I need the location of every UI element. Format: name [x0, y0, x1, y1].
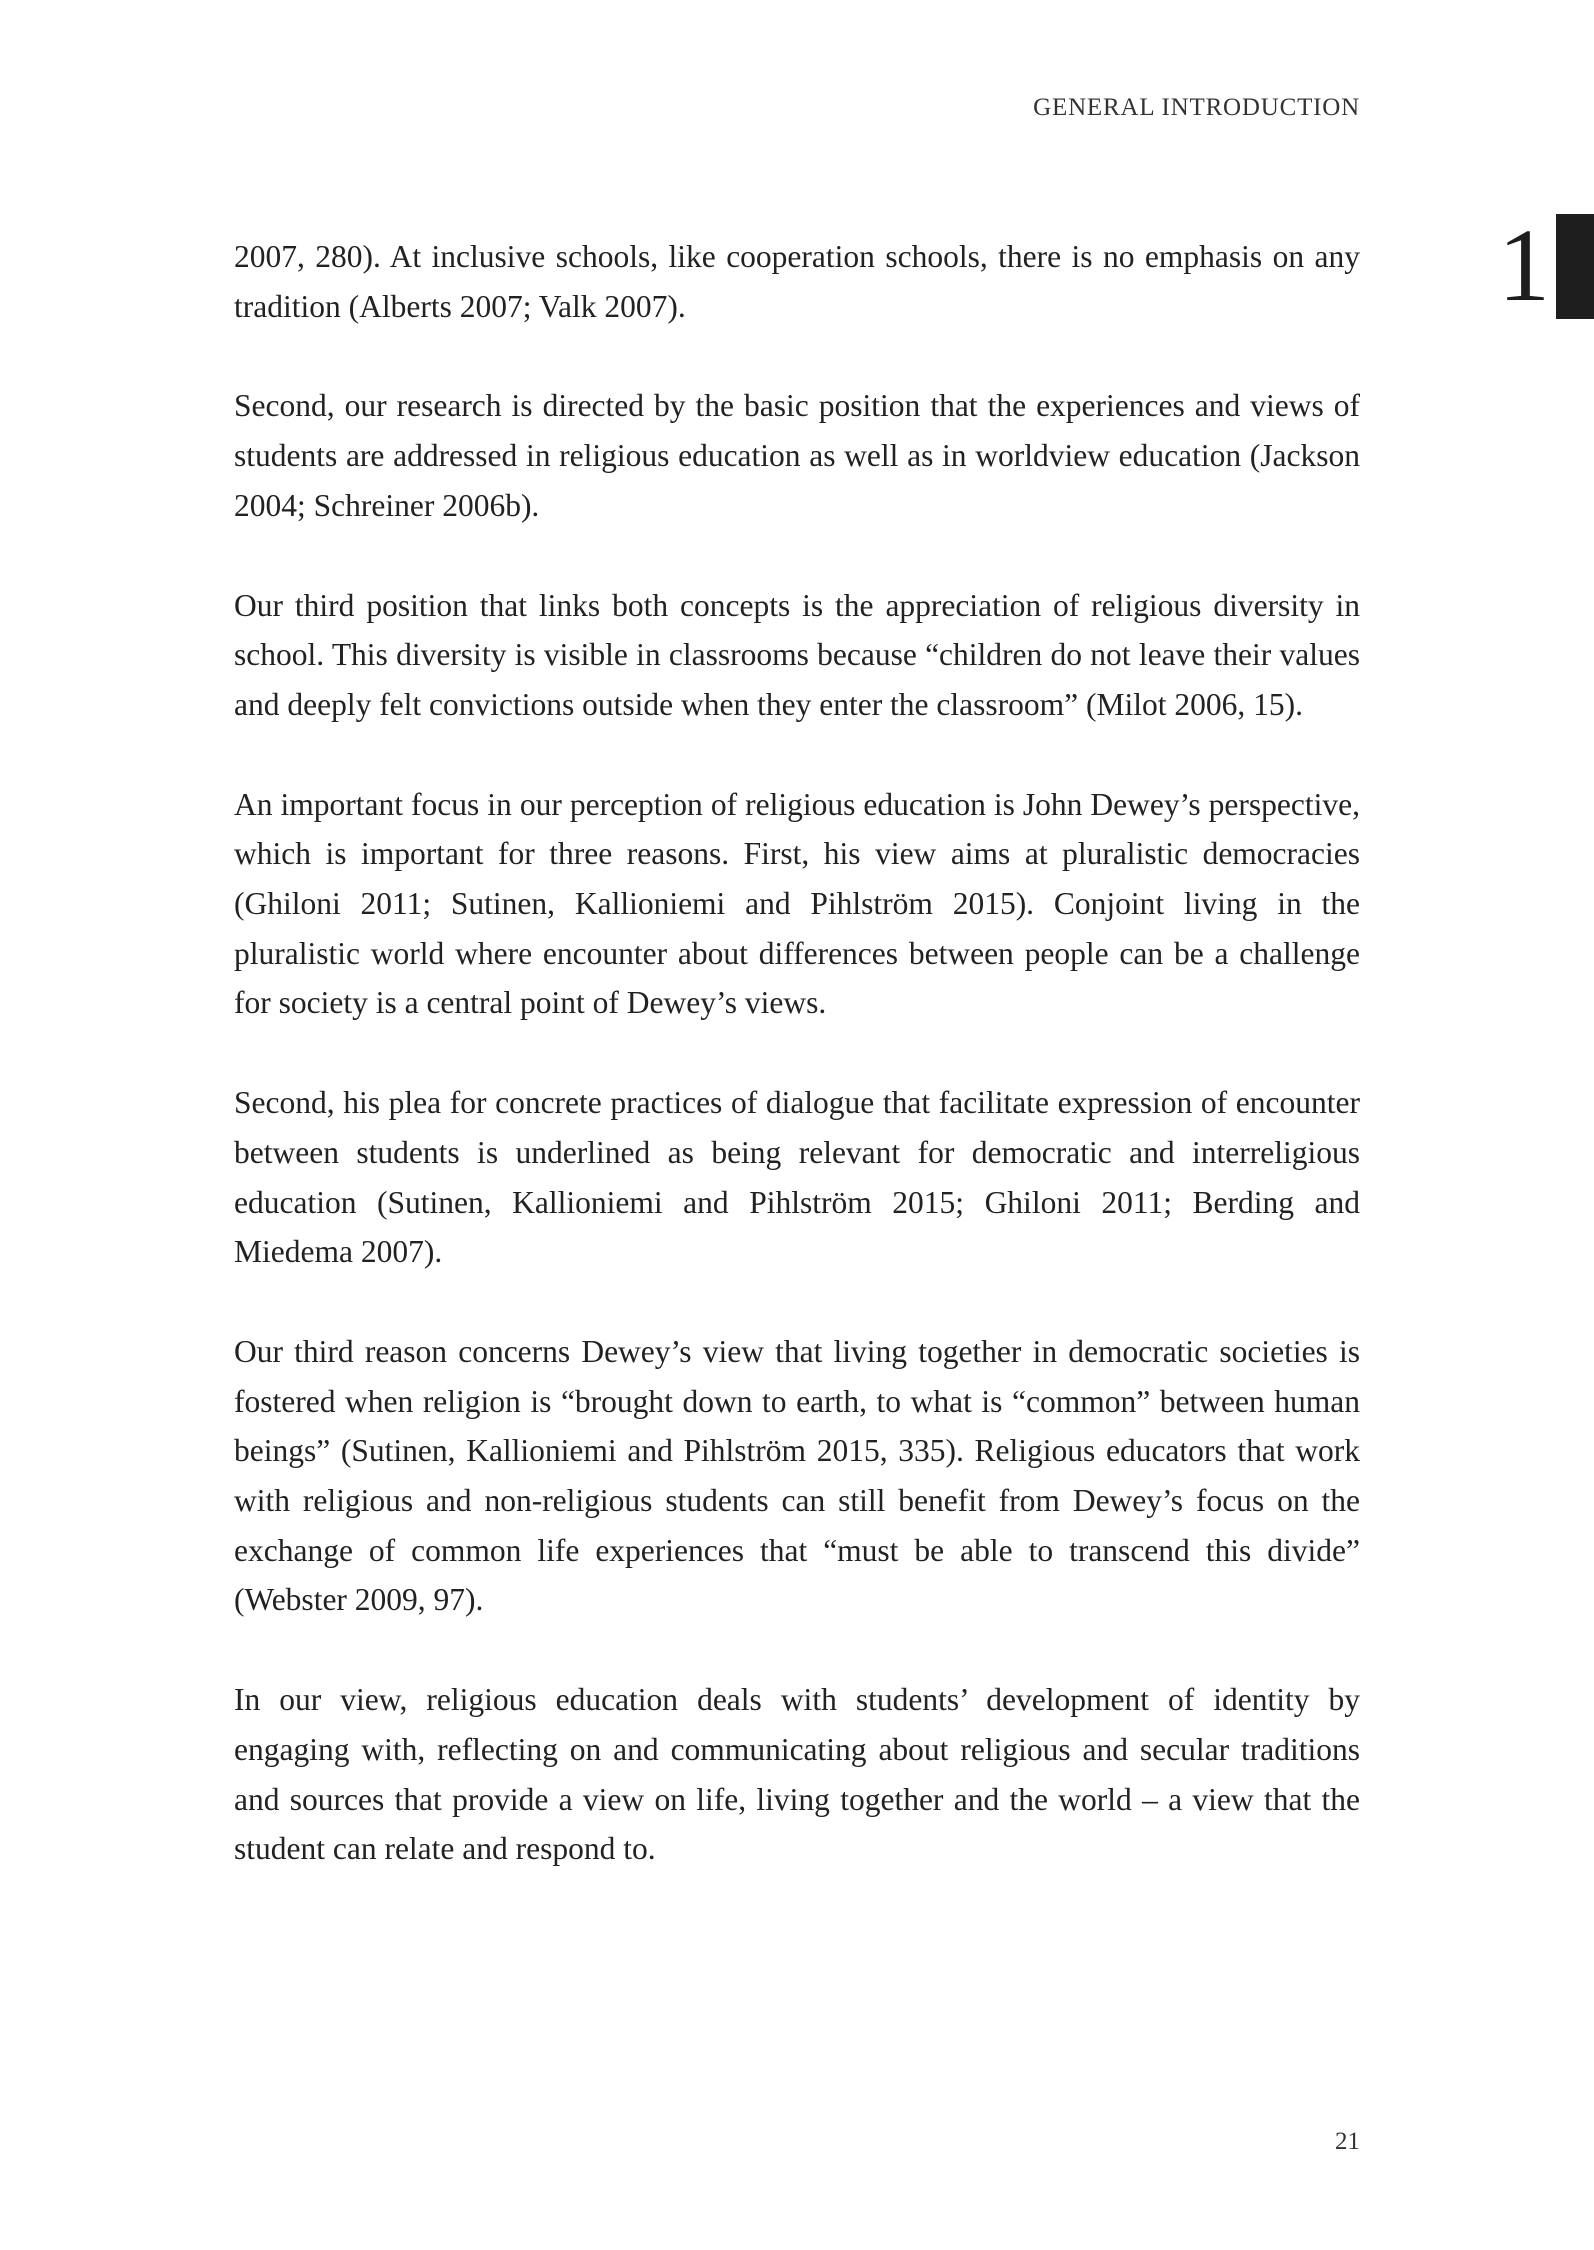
running-header: GENERAL INTRODUCTION [1033, 94, 1360, 121]
paragraph: Our third reason concerns Dewey’s view that living together in democratic societies is fostered when religion is “brought down to earth, to what is “common” between human beings” (Sutinen, Kallioniemi and Pihlström 2015, 335). Religious educators that work with religious and non-religious students can still benefit from Dewey’s focus on the exchange of common life experiences that “must be able to transcend this divide” (Webster 2009, 97). [234, 1333, 1360, 1618]
paragraph: Second, his plea for concrete practices of dialogue that facilitate expression of encounter between students is underlined as being relevant for democratic and interreligious education (Sutinen, Kallioniemi and Pihlström 2015; Ghiloni 2011; Berding and Miedema 2007). [234, 1085, 1360, 1270]
paragraph: Our third position that links both concepts is the appreciation of religious diversity in school. This diversity is visible in classrooms because “children do not leave their values and deeply felt convictions outside when they enter the classroom” (Milot 2006, 15). [234, 587, 1360, 722]
paragraph: Second, our research is directed by the basic position that the experiences and views of students are addressed in religious education as well as in worldview education (Jackson 2004; Schreiner 2006b). [234, 388, 1360, 523]
page-number: 21 [1335, 2128, 1360, 2155]
paragraph: 2007, 280). At inclusive schools, like cooperation schools, there is no emphasis on any tradition (Alberts 2007; Valk 2007). [234, 239, 1360, 324]
chapter-marker-bar [1556, 214, 1594, 319]
chapter-tab [1498, 208, 1594, 323]
paragraph: In our view, religious education deals with students’ development of identity by engaging with, reflecting on and communicating about religious and secular traditions and sources that provide a view on life, living together and the world – a view that the student can relate and respond to. [234, 1682, 1360, 1867]
paragraph: An important focus in our perception of religious education is John Dewey’s perspective, which is important for three reasons. First, his view aims at pluralistic democracies (Ghiloni 2011; Sutinen, Kallioniemi and Pihlström 2015). Conjoint living in the pluralistic world where encounter about differences between people can be a challenge for society is a central point of Dewey’s views. [234, 786, 1360, 1021]
chapter-number: 1 [1498, 208, 1550, 323]
body-text [234, 232, 1360, 1924]
